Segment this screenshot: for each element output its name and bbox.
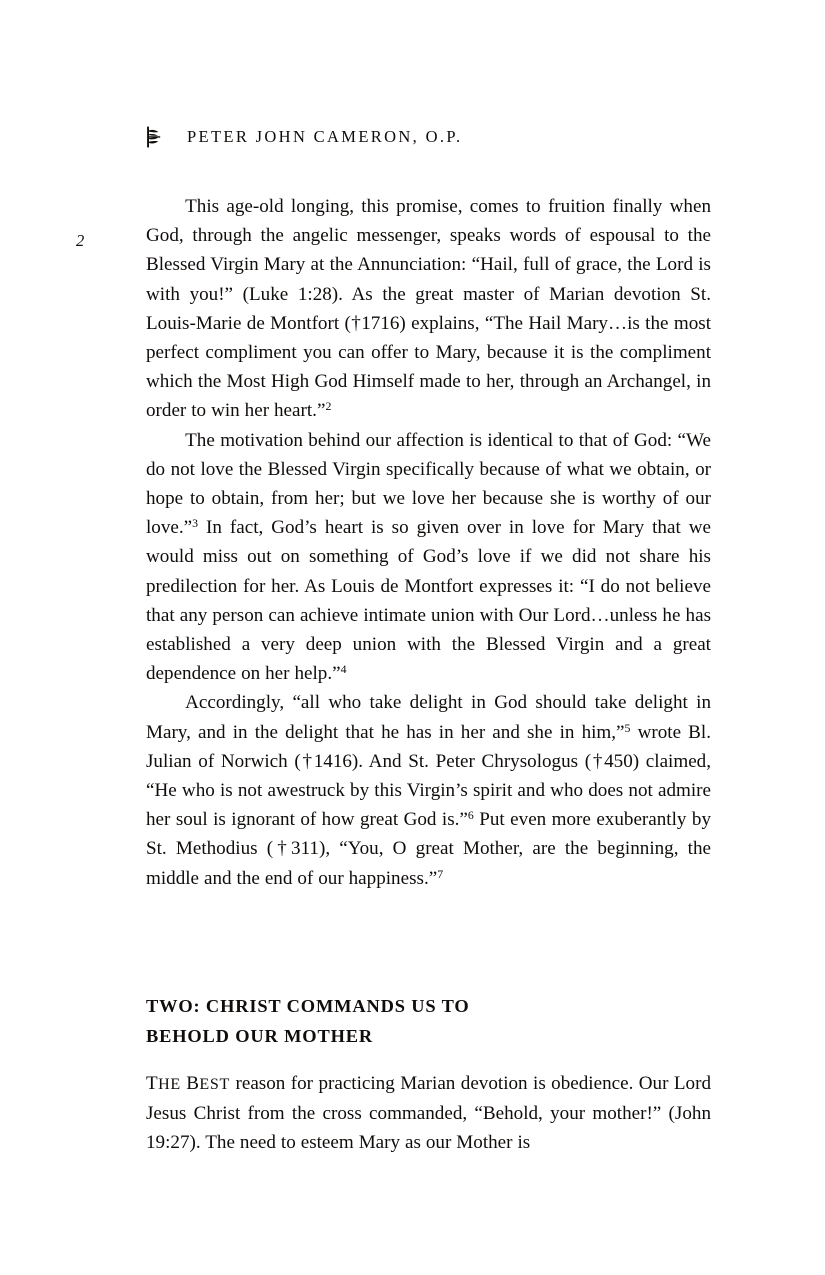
footnote-marker-4[interactable]: 4 — [340, 662, 347, 677]
paragraph-3-segment-2: wrote Bl. Julian of Norwich (†1416). And St. Peter Chrysologus (†450) claimed, “He who is not awestruck by this Virgin’s spirit and who does not admire her soul is ignorant of how great God is.” — [146, 721, 712, 831]
smallcaps-opening — [146, 1073, 231, 1094]
running-header — [146, 124, 463, 150]
paragraph-3 — [146, 688, 711, 892]
footnote-marker-2[interactable]: 2 — [325, 399, 332, 414]
paragraph-2-segment-1: The motivation behind our affection is identical to that of God: “We do not love the Blessed Virgin specifically because of what we obtain, or hope to obtain, from her; but we love her because she is worthy of our love.” — [146, 429, 711, 539]
section-heading-line-2: BEHOLD OUR MOTHER — [146, 1025, 373, 1046]
smallcaps-word-2-rest: EST — [199, 1076, 231, 1093]
paragraph-1-text: This age-old longing, this promise, comes to fruition finally when God, through the angelic messenger, speaks words of espousal to the Blessed Virgin Mary at the Annunciation: “Hail, full of grace, the Lord is with you!” (Luke 1:28). As the great master of Marian devotion St. Louis-Marie de Montfort (†1716) explains, “The Hail Mary…is the most perfect compliment you can offer to Mary, because it is the compliment which the Most High God Himself made to her, through an Archangel, in order to win her heart.” — [146, 196, 711, 422]
page-number: 2 — [76, 231, 85, 250]
paragraph-1 — [146, 192, 711, 426]
footnote-marker-5[interactable]: 5 — [624, 720, 631, 735]
footnote-marker-6[interactable]: 6 — [467, 808, 474, 823]
running-header-title: PETER JOHN CAMERON, O.P. — [187, 127, 463, 146]
paragraph-3-segment-1: Accordingly, “all who take delight in God should take delight in Mary, and in the delight that he has in her and she in him,” — [146, 692, 711, 743]
smallcaps-word-1-rest: HE — [158, 1076, 187, 1093]
paragraph-2-segment-2: In fact, God’s heart is so given over in love for Mary that we would miss out on something of God’s love if we did not share his predilection for her. As Louis de Montfort expresses it: “I do not believe that any person can achieve intimate union with Our Lord…unless he has established a very deep union with the Blessed Virgin and a great dependence on her help.” — [146, 517, 711, 685]
paragraph-2 — [146, 426, 711, 689]
section-heading — [146, 992, 711, 1051]
closing-paragraph — [146, 1069, 711, 1158]
fleuron-ornament-icon — [146, 126, 161, 148]
closing-paragraph-wrapper — [146, 1069, 711, 1158]
paragraph-3-segment-3: Put even more exuberantly by St. Methodius (†311), “You, O great Mother, are the beginning, the middle and the end of our happiness.” — [146, 809, 711, 889]
footnote-marker-7[interactable]: 7 — [437, 866, 444, 881]
body-text-block — [146, 192, 711, 893]
footnote-marker-3[interactable]: 3 — [192, 516, 199, 531]
smallcaps-word-1-initial: T — [146, 1073, 159, 1094]
section-heading-line-1: TWO: CHRIST COMMANDS US TO — [146, 996, 470, 1017]
smallcaps-word-2-initial: B — [186, 1073, 200, 1094]
closing-paragraph-text: reason for practicing Marian devotion is obedience. Our Lord Jesus Christ from the cross commanded, “Behold, your mother!” (John 19:27). The need to esteem Mary as our Mother is — [146, 1073, 712, 1154]
